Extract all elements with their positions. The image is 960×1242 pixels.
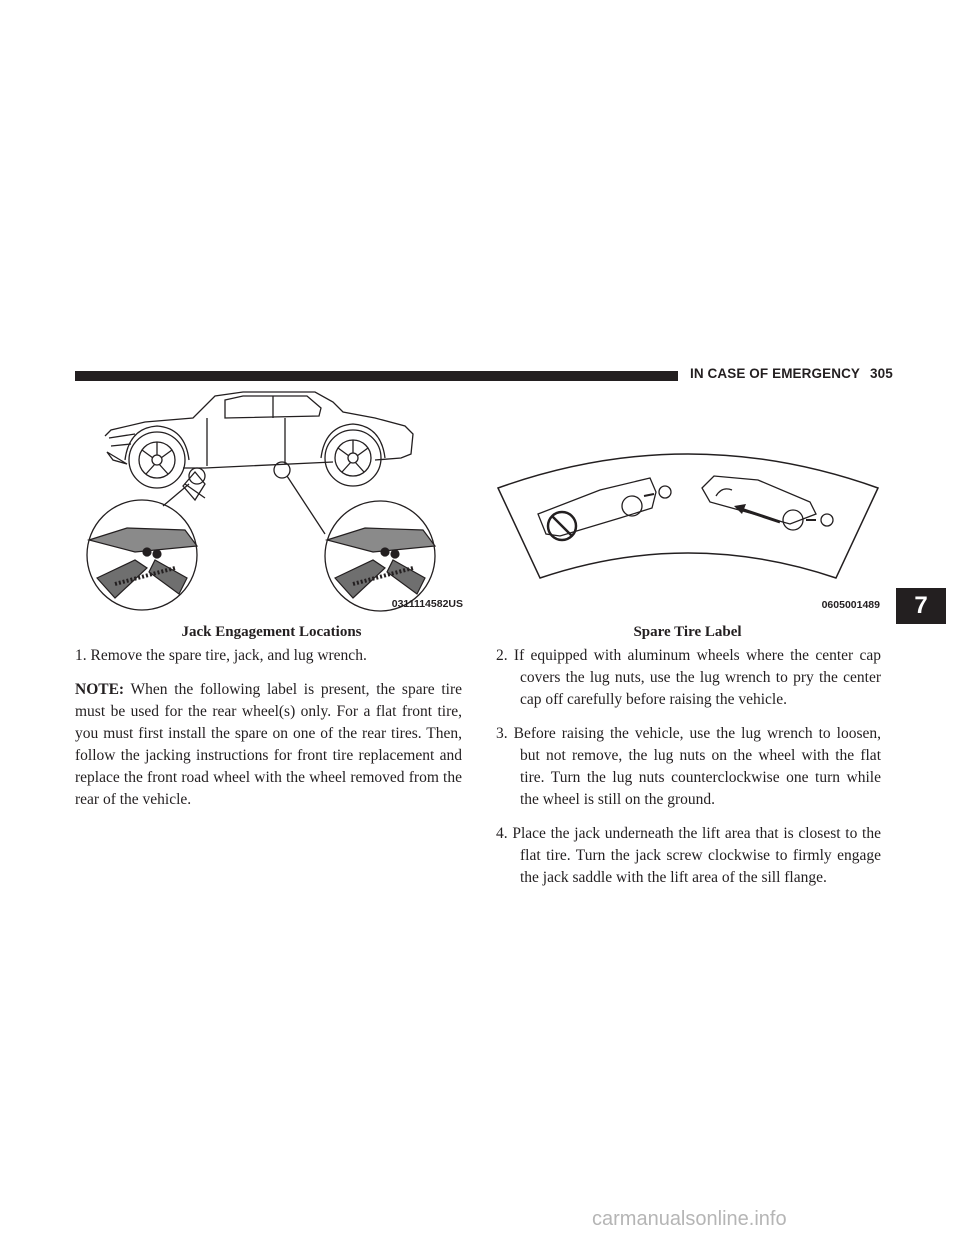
note-text: When the following label is present, the spare tire must be used for the rear wheel(s) only. For a flat front tire, you must first install the spare on one of the rear tires. Then, follow the jacking instructions for front tire replacement and replace the front road wheel with the wheel removed from the rear of the vehicle. (75, 681, 462, 808)
step-1: 1. Remove the spare tire, jack, and lug wrench. (75, 647, 367, 664)
step-3: 3. Before raising the vehicle, use the lug wrench to loosen, but not remove, the lug nuts on the wheel with the flat tire. Turn the lug nuts counterclockwise one turn while the wheel is still on the ground. (496, 725, 881, 808)
left-column (75, 645, 462, 823)
figure-code: 0605001489 (821, 599, 880, 611)
spare-tire-label-illustration (490, 450, 885, 614)
watermark: carmanualsonline.info (592, 1208, 787, 1230)
right-column (496, 645, 881, 901)
header-rule (75, 371, 678, 381)
figure-code: 0311114582US (391, 598, 463, 610)
running-header (690, 366, 893, 381)
step-2: 2. If equipped with aluminum wheels where the center cap covers the lug nuts, use the lug wrench to pry the center cap off carefully before raising the vehicle. (496, 647, 881, 708)
section-title: IN CASE OF EMERGENCY (690, 366, 861, 381)
step-4: 4. Place the jack underneath the lift area that is closest to the flat tire. Turn the jack screw clockwise to firmly engage the jack saddle with the lift area of the sill flange. (496, 825, 881, 886)
figure-caption: Jack Engagement Locations (181, 624, 362, 640)
note-paragraph (75, 679, 462, 811)
chapter-tab: 7 (896, 588, 946, 624)
spare-tire-label-figure (490, 450, 885, 614)
note-label: NOTE: (75, 681, 125, 698)
car-jack-illustration (75, 388, 468, 614)
figure-caption: Spare Tire Label (633, 624, 742, 640)
jack-engagement-figure (75, 388, 468, 614)
page-number: 305 (870, 366, 893, 381)
